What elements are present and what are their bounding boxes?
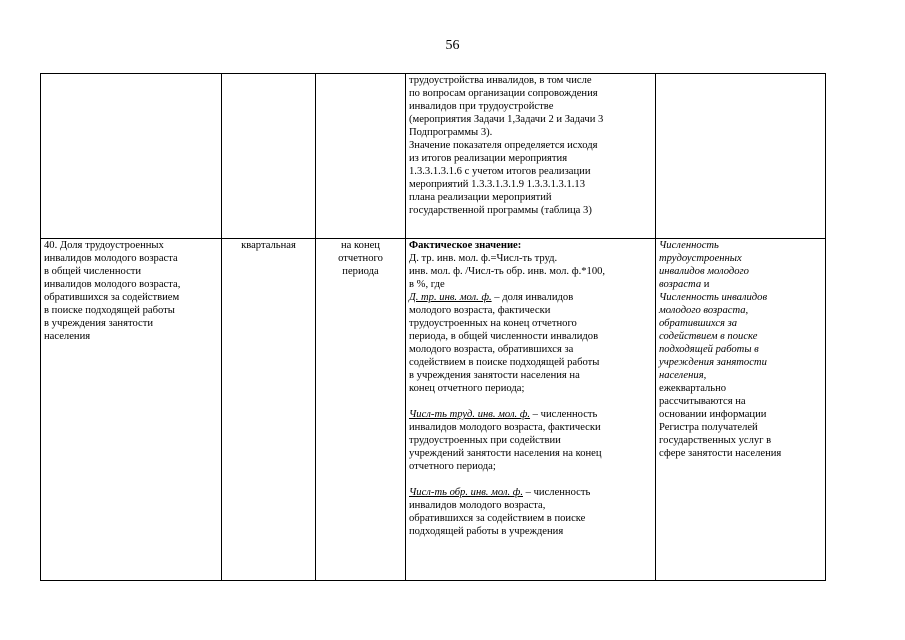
text-line: рассчитываются на: [659, 396, 746, 407]
text-line: населения,: [659, 370, 707, 381]
text-line: периода, в общей численности инвалидов: [409, 331, 599, 342]
text-line: инв. мол. ф. /Числ-ть обр. инв. мол. ф.*100,: [409, 266, 606, 277]
timing-value: [319, 239, 402, 278]
cell-timing-empty: [316, 74, 406, 239]
term1-definition-first: [409, 291, 652, 304]
text-line: трудоустроенных на конец отчетного: [409, 318, 577, 329]
term3-rest: – численность: [522, 487, 591, 498]
term2-rest: – численность: [530, 409, 598, 420]
term2-symbol: Числ-ть труд. инв. мол. ф.: [409, 409, 531, 420]
text-line: периода: [342, 266, 379, 277]
source-plain: [659, 382, 822, 460]
text-line: плана реализации мероприятий: [409, 192, 552, 203]
text-line: в общей численности: [44, 266, 142, 277]
text-line: отчетного: [338, 253, 383, 264]
cell-method-continued: [406, 74, 656, 239]
text-line: инвалидов молодого возраста, фактически: [409, 422, 601, 433]
text-line: трудоустройства инвалидов, в том числе: [409, 75, 592, 86]
term2-definition: [409, 421, 652, 473]
source-italic-a-last-word: возраста: [659, 279, 702, 290]
text-line: государственной программы (таблица 3): [409, 205, 592, 216]
text-line: в учреждения занятости: [44, 318, 154, 329]
cell-data-source: [656, 239, 826, 581]
cell-timing: [316, 239, 406, 581]
table-row-continued: [41, 74, 826, 239]
text-line: (мероприятия Задачи 1,Задачи 2 и Задачи 3: [409, 114, 604, 125]
text-line: основании информации: [659, 409, 767, 420]
text-line: инвалидов молодого возраста,: [44, 279, 181, 290]
term1-symbol: Д. тр. инв. мол. ф.: [409, 292, 492, 303]
text-line: 40. Доля трудоустроенных: [44, 240, 164, 251]
page-number: 56: [445, 38, 460, 53]
text-line: молодого возраста, обратившихся за: [409, 344, 574, 355]
text-line: инвалидов при трудоустройстве: [409, 101, 554, 112]
source-italic-a-last: [659, 278, 822, 291]
text-line: подходящей работы в учреждения: [409, 526, 564, 537]
text-line: конец отчетного периода;: [409, 383, 525, 394]
text-line: трудоустроенных при содействии: [409, 435, 561, 446]
source-conjunction: и: [701, 279, 710, 290]
text-line: трудоустроенных: [659, 253, 742, 264]
text-line: государственных услуг в: [659, 435, 772, 446]
term3-symbol: Числ-ть обр. инв. мол. ф.: [409, 487, 523, 498]
text-line: молодого возраста,: [659, 305, 749, 316]
text-line: из итогов реализации мероприятия: [409, 153, 568, 164]
text-line: отчетного периода;: [409, 461, 496, 472]
text-line: молодого возраста, фактически: [409, 305, 551, 316]
text-line: 1.3.3.1.3.1.6 с учетом итогов реализации: [409, 166, 591, 177]
text-line: ежеквартально: [659, 383, 727, 394]
cell-indicator-name: [41, 239, 222, 581]
text-line: Регистра получателей: [659, 422, 758, 433]
method-heading: Фактическое значение:: [409, 240, 522, 251]
term1-definition: [409, 304, 652, 395]
text-line: обратившихся за содействием: [44, 292, 180, 303]
text-line: по вопросам организации сопровождения: [409, 88, 598, 99]
indicator-table: [40, 73, 826, 581]
text-line: подходящей работы в: [659, 344, 759, 355]
indicator-name: [44, 239, 218, 343]
text-line: учреждений занятости населения на конец: [409, 448, 602, 459]
source-italic-a: [659, 239, 822, 278]
text-line: населения: [44, 331, 91, 342]
source-italic-b: [659, 291, 822, 382]
text-line: содействием в поиске подходящей работы: [409, 357, 600, 368]
term3-definition-first: [409, 486, 652, 499]
cell-indicator-empty: [41, 74, 222, 239]
text-line: в поиске подходящей работы: [44, 305, 175, 316]
text-line: содействием в поиске: [659, 331, 758, 342]
table-row-40: [41, 239, 826, 581]
text-line: инвалидов молодого: [659, 266, 749, 277]
text-line: сфере занятости населения: [659, 448, 782, 459]
text-line: Численность инвалидов: [659, 292, 768, 303]
text-line: инвалидов молодого возраста,: [409, 500, 546, 511]
continued-text: [409, 74, 652, 217]
method-formula: [409, 252, 652, 291]
text-line: Значение показателя определяется исходя: [409, 140, 598, 151]
periodicity-value: квартальная: [241, 240, 296, 251]
text-line: Д. тр. инв. мол. ф.=Числ-ть труд.: [409, 253, 558, 264]
term1-rest: – доля инвалидов: [491, 292, 574, 303]
text-line: Подпрограммы 3).: [409, 127, 493, 138]
text-line: в %, где: [409, 279, 445, 290]
text-line: в учреждения занятости населения на: [409, 370, 580, 381]
cell-source-empty: [656, 74, 826, 239]
text-line: обратившихся за содействием в поиске: [409, 513, 586, 524]
cell-periodicity: [222, 239, 316, 581]
text-line: учреждения занятости: [659, 357, 767, 368]
cell-periodicity-empty: [222, 74, 316, 239]
term2-definition-first: [409, 408, 652, 421]
text-line: обратившихся за: [659, 318, 738, 329]
cell-calculation-method: [406, 239, 656, 581]
text-line: на конец: [341, 240, 380, 251]
term3-definition: [409, 499, 652, 538]
text-line: инвалидов молодого возраста: [44, 253, 178, 264]
text-line: мероприятий 1.3.3.1.3.1.9 1.3.3.1.3.1.13: [409, 179, 586, 190]
text-line: Численность: [659, 240, 719, 251]
